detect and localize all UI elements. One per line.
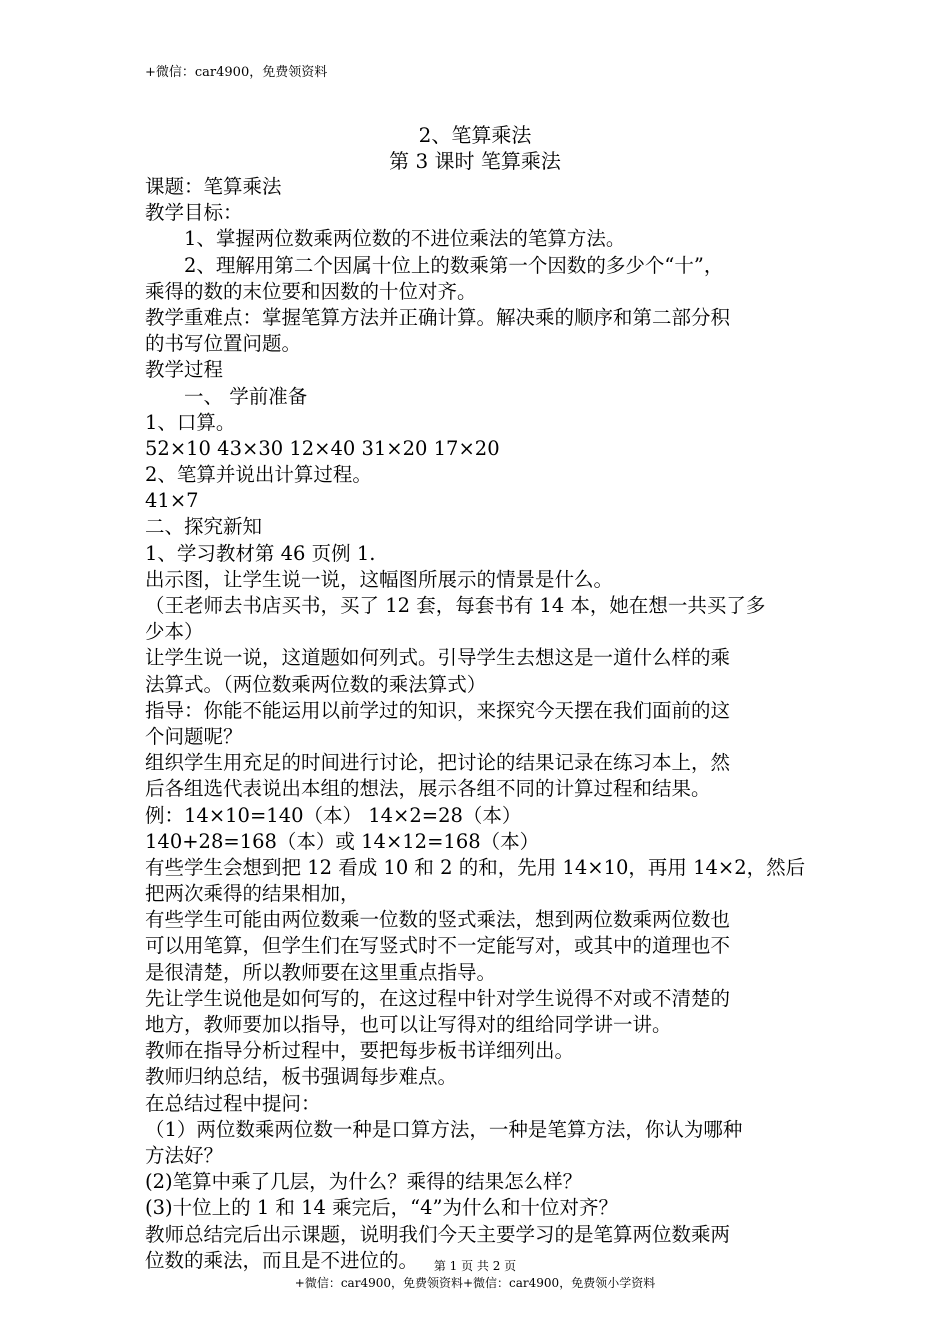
text-line: 把两次乘得的结果相加，	[145, 882, 360, 906]
text-line: 二、探究新知	[145, 515, 263, 539]
text-line: 可以用笔算，但学生们在写竖式时不一定能写对，或其中的道理也不	[145, 934, 731, 958]
text-line: 1、掌握两位数乘两位数的不进位乘法的笔算方法。	[184, 227, 626, 251]
header-note: +微信：car4900，免费领资料	[145, 65, 328, 80]
text-line: 个问题呢？	[145, 724, 243, 748]
text-line: 方法好？	[145, 1143, 224, 1167]
text-line: 是很清楚，所以教师要在这里重点指导。	[145, 960, 497, 984]
text-line: 教师在指导分析过程中，要把每步板书详细列出。	[145, 1039, 575, 1063]
text-line: 教学重难点：掌握笔算方法并正确计算。解决乘的顺序和第二部分积	[145, 305, 731, 329]
footer-note: +微信：car4900，免费领资料+微信：car4900，免费领小学资料	[294, 1276, 656, 1290]
text-line: (2)笔算中乘了几层，为什么？乘得的结果怎么样？	[145, 1170, 583, 1194]
text-line: 教学目标：	[145, 201, 243, 225]
text-line: 后各组选代表说出本组的想法，展示各组不同的计算过程和结果。	[145, 777, 711, 801]
text-line: 少本）	[145, 620, 204, 644]
text-line: 2、理解用第二个因属十位上的数乘第一个因数的多少个“十”，	[184, 253, 724, 277]
text-line: 有些学生会想到把 12 看成 10 和 2 的和，先用 14×10，再用 14×2，然后	[145, 855, 806, 879]
text-line: 在总结过程中提问：	[145, 1091, 321, 1115]
text-line: （1）两位数乘两位数一种是口算方法，一种是笔算方法，你认为哪种	[145, 1117, 743, 1141]
text-line: 52×10 43×30 12×40 31×20 17×20	[145, 436, 500, 460]
text-line: 1、口算。	[145, 410, 236, 434]
text-line: 乘得的数的末位要和因数的十位对齐。	[145, 279, 477, 303]
text-line: 一、 学前准备	[184, 384, 308, 408]
text-line: 教师总结完后出示课题，说明我们今天主要学习的是笔算两位数乘两	[145, 1222, 731, 1246]
text-line: 位数的乘法，而且是不进位的。	[145, 1248, 419, 1272]
text-line: 2、笔算并说出计算过程。	[145, 463, 372, 487]
text-line: (3)十位上的 1 和 14 乘完后，“4”为什么和十位对齐？	[145, 1196, 618, 1220]
text-line: （王老师去书店买书，买了 12 套，每套书有 14 本，她在想一共买了多	[145, 594, 766, 617]
text-line: 1、学习教材第 46 页例 1.	[145, 541, 376, 565]
text-line: 先让学生说他是如何写的，在这过程中针对学生说得不对或不清楚的	[145, 986, 731, 1010]
text-line: 例：14×10=140（本） 14×2=28（本）	[145, 803, 522, 827]
text-line: 有些学生可能由两位数乘一位数的竖式乘法，想到两位数乘两位数也	[145, 908, 731, 932]
text-line: 41×7	[145, 489, 199, 513]
sub-title: 第 3 课时 笔算乘法	[389, 149, 561, 173]
document-body	[145, 174, 813, 1274]
text-line: 组织学生用充足的时间进行讨论，把讨论的结果记录在练习本上，然	[145, 751, 731, 775]
text-line: 的书写位置问题。	[145, 332, 302, 356]
text-line: 出示图，让学生说一说，这幅图所展示的情景是什么。	[145, 567, 614, 591]
text-line: 地方，教师要加以指导，也可以让写得对的组给同学讲一讲。	[145, 1013, 672, 1036]
text-line: 指导：你能不能运用以前学过的知识，来探究今天摆在我们面前的这	[145, 698, 731, 722]
main-title: 2、笔算乘法	[418, 123, 532, 147]
text-line: 140+28=168（本）或 14×12=168（本）	[145, 829, 540, 853]
page-number: 第 1 页 共 2 页	[433, 1259, 517, 1273]
text-line: 教师归纳总结，板书强调每步难点。	[145, 1065, 458, 1089]
title-block	[0, 122, 950, 174]
text-line: 让学生说一说，这道题如何列式。引导学生去想这是一道什么样的乘	[145, 646, 731, 670]
text-line: 教学过程	[145, 358, 224, 382]
text-line: 法算式。（两位数乘两位数的乘法算式）	[145, 672, 487, 696]
footer	[0, 1258, 950, 1292]
text-line: 课题：笔算乘法	[145, 175, 282, 198]
